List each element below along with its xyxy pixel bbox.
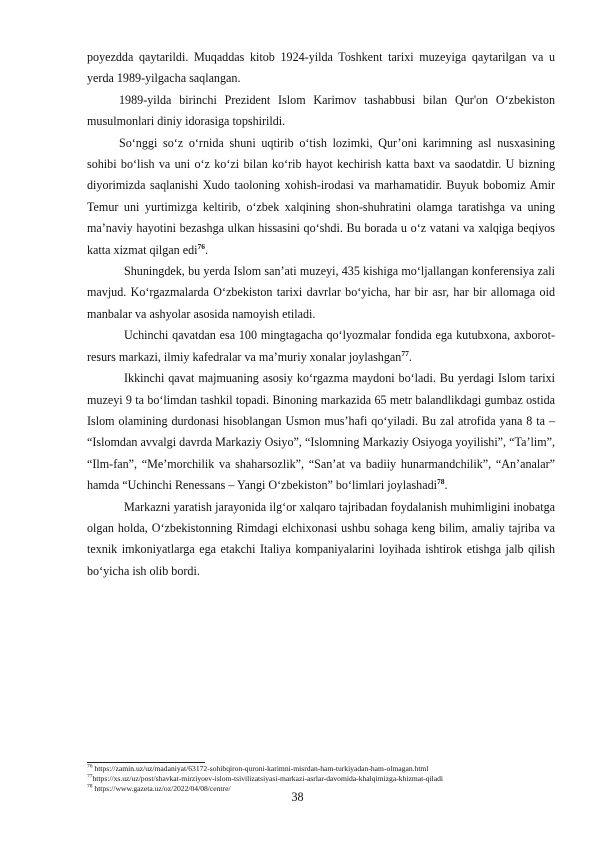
footnote-link[interactable]: https://www.gazeta.uz/oz/2022/04/08/centre/ [92,784,231,794]
paragraph-5-text: Uchinchi qavatdan esa 100 mingtagacha qo‘lyozmalar fondida ega kutubxona, axborot-resurs markazi, ilmiy kafedralar va ma’muriy xonalar joylashgan [87,328,555,364]
paragraph-2: 1989-yilda birinchi Prezident Islom Karimov tashabbusi bilan Qur'on O‘zbekiston musulmonlari diniy idorasiga topshirildi. [87,92,555,129]
footnote-number: 76 [87,764,93,770]
main-text [87,47,555,582]
paragraph-3-text: So‘nggi so‘z o‘rnida shuni uqtirib o‘tish lozimki, Qur’oni karimning asl nusxasining sohibi bo‘lish va uni o‘z ko‘zi bilan ko‘rib hayot kechirish katta baxt va saodatdir. U bizning diyorimizda saqlanishi Xudo taoloning xohish-irodasi va marhamatidir. Buyuk bobomiz Amir Temur uni yurtimizga keltirib, o‘zbek xalqining shon-shuhratini olamga taratishga va uning ma’naviy hayotini bezashga ulkan hissasini qo‘shdi. Bu borada u o‘z vatani va xalqiga beqiyos katta xizmat qilgan edi [87,135,555,257]
paragraph-6-end: . [444,478,448,493]
page-number: 38 [291,790,304,804]
footnote-number: 78 [87,783,93,790]
footnote-ref-76[interactable]: 76 [197,241,205,251]
paragraph-5 [87,325,555,368]
footnote-76 [87,764,557,774]
paragraph-6-text: Ikkinchi qavat majmuaning asosiy ko‘rgazma maydoni bo‘ladi. Bu yerdagi Islom tarixi muzeyi 9 ta bo‘limdan tashkil topadi. Binoning markazida 65 metr balandlikdagi gumbaz ostida Islom olamining durdonasi hisoblangan Usmon mus’hafi qo‘yiladi. Bu zal atrofida yana 8 ta – “Islomdan avvalgi davrda Markaziy Osiyo”, “Islomning Markaziy Osiyoga yoyilishi”, “Ta’lim”, “Ilm-fan”, “Me’morchilik va shaharsozlik”, “San’at va badiiy hunarmandchilik”, “An’analar” hamda “Uchinchi Renessans – Yangi O‘zbekiston” bo‘limlari joylashadi [87,371,555,493]
paragraph-6 [87,368,555,496]
footnote-divider [87,762,205,763]
footnote-link[interactable]: https://zamin.uz/uz/madaniyat/63172-sohibqiron-quroni-karimni-misrdan-ham-turkiyadan-ham-olmagan.html [92,764,429,773]
footnote-link[interactable]: https://xs.uz/uz/post/shavkat-mirziyoev-islom-tsivilizatsiyasi-markazi-asrlar-davomida-khalqimizga-khizmat-qiladi [92,774,444,784]
paragraph-3 [87,133,555,261]
paragraph-1: poyezdda qaytarildi. Muqaddas kitob 1924-yilda Toshkent tarixi muzeyiga qaytarilgan va u yerda 1989-yilgacha saqlangan. [87,50,555,86]
paragraph-4: Shuningdek, bu yerda Islom san’ati muzeyi, 435 kishiga mo‘ljallangan konferensiya zali mavjud. Ko‘rgazmalarda O‘zbekiston tarixi davrlar bo‘yicha, har bir asr, har bir allomaga oid manbalar va ashyolar asosida namoyish etiladi. [87,264,555,321]
footnote-77 [87,774,557,784]
footnote-number: 77 [87,773,93,780]
footnote-ref-78[interactable]: 78 [436,477,445,487]
paragraph-5-end: . [408,349,412,364]
paragraph-7: Markazni yaratish jarayonida ilg‘or xalqaro tajribadan foydalanish muhimligini inobatga olgan holda, O‘zbekistonning Rimdagi elchixonasi ushbu sohaga keng bilim, amaliy tajriba va texnik imkoniyatlarga ega etakchi Italiya kompaniyalarini loyihada ishtirok etishga jalb qilish bo‘yicha ish olib bordi. [87,499,555,578]
paragraph-3-end: . [205,242,209,257]
footnote-ref-77[interactable]: 77 [401,348,409,358]
